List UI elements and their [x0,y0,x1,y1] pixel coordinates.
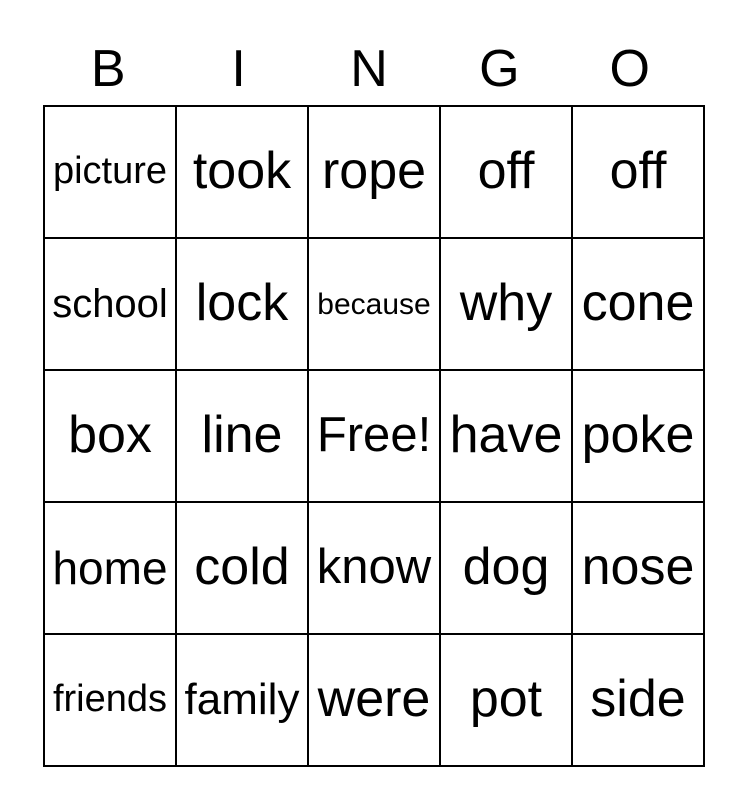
bingo-cell-label: know [316,540,432,595]
bingo-cell[interactable] [176,502,308,634]
bingo-title-letter-i: I [231,40,246,98]
bingo-cell-label: cold [194,538,290,597]
bingo-row [44,106,704,238]
bingo-cell-label: dog [462,538,550,597]
bingo-title-letter-n: N [350,40,388,98]
bingo-cell[interactable] [44,502,176,634]
bingo-cell-label: pot [469,670,543,729]
bingo-cell[interactable] [44,106,176,238]
bingo-cell[interactable] [572,238,704,370]
bingo-cell[interactable] [44,634,176,766]
bingo-cell-label: line [201,406,283,465]
bingo-cell-label: took [192,142,292,201]
bingo-cell-label: lock [195,274,289,333]
bingo-row [44,502,704,634]
bingo-title-letter-o: O [609,40,650,98]
bingo-row [44,370,704,502]
bingo-cell-label: cone [581,274,695,333]
bingo-cell[interactable] [440,238,572,370]
bingo-cell[interactable] [308,502,440,634]
bingo-grid [43,105,705,767]
bingo-cell-label: because [317,287,431,321]
bingo-cell[interactable] [176,106,308,238]
bingo-cell[interactable] [440,634,572,766]
bingo-row [44,238,704,370]
bingo-cell[interactable] [308,106,440,238]
bingo-cell-label: have [449,406,563,465]
bingo-cell[interactable] [572,502,704,634]
bingo-cell[interactable] [44,238,176,370]
bingo-cell[interactable] [440,502,572,634]
bingo-cell-label: were [317,670,431,729]
bingo-cell-label: side [590,670,686,729]
bingo-title [43,40,695,98]
bingo-cell-label: poke [581,406,695,465]
bingo-cell-label: school [52,282,168,326]
bingo-cell-label: home [52,541,168,594]
bingo-cell-label: rope [321,142,427,201]
bingo-cell[interactable] [440,106,572,238]
bingo-cell-free[interactable] [308,370,440,502]
bingo-cell[interactable] [44,370,176,502]
bingo-cell[interactable] [176,370,308,502]
bingo-cell[interactable] [572,106,704,238]
bingo-cell-label: nose [581,538,695,597]
bingo-cell[interactable] [440,370,572,502]
bingo-cell-label: friends [52,678,168,721]
bingo-cell[interactable] [572,370,704,502]
bingo-cell[interactable] [572,634,704,766]
bingo-cell-free-label: Free! [316,408,432,463]
bingo-cell[interactable] [176,238,308,370]
bingo-cell-label: why [459,274,553,333]
bingo-cell[interactable] [308,634,440,766]
bingo-cell-label: box [68,406,152,465]
bingo-title-letter-b: B [90,40,126,98]
bingo-cell-label: family [184,674,300,724]
bingo-row [44,634,704,766]
bingo-cell-label: off [477,142,535,201]
bingo-cell[interactable] [176,634,308,766]
bingo-cell-label: picture [52,150,168,193]
bingo-title-letter-g: G [479,40,520,98]
bingo-cell[interactable] [308,238,440,370]
bingo-cell-label: off [609,142,667,201]
